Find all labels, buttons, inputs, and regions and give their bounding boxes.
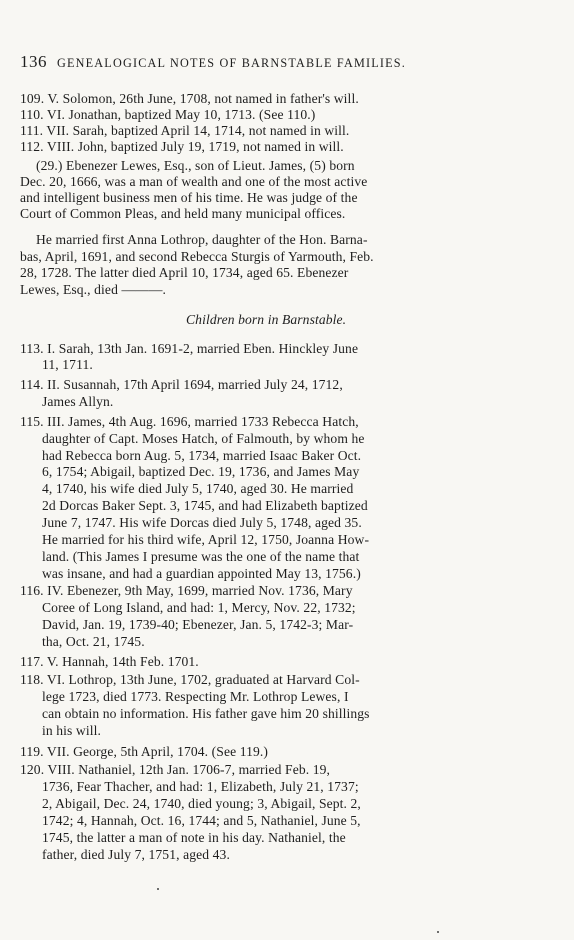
text-line: Court of Common Pleas, and held many municipal offices. bbox=[20, 206, 346, 221]
text-line: David, Jan. 19, 1739-40; Ebenezer, Jan. 5, 1742-3; Mar- bbox=[42, 617, 354, 632]
text-line: tha, Oct. 21, 1745. bbox=[42, 634, 145, 649]
text-line: 2d Dorcas Baker Sept. 3, 1745, and had Elizabeth baptized bbox=[42, 498, 368, 513]
text-line: 111. VII. Sarah, baptized April 14, 1714, not named in will. bbox=[20, 123, 350, 138]
text-line: was insane, and had a guardian appointed May 13, 1756.) bbox=[42, 566, 361, 581]
text-line: had Rebecca born Aug. 5, 1734, married Isaac Baker Oct. bbox=[42, 448, 362, 463]
text-line: 112. VIII. John, baptized July 19, 1719, not named in will. bbox=[20, 139, 344, 154]
text-line: Lewes, Esq., died ———. bbox=[20, 282, 167, 297]
text-line: 1742; 4, Hannah, Oct. 16, 1744; and 5, Nathaniel, June 5, bbox=[42, 813, 361, 828]
text-line: land. (This James I presume was the one of the name that bbox=[42, 549, 360, 564]
text-line: James Allyn. bbox=[42, 394, 114, 409]
text-line: 4, 1740, his wife died July 5, 1740, aged 30. He married bbox=[42, 481, 354, 496]
text-line: He married for his third wife, April 12, 1750, Joanna How- bbox=[42, 532, 370, 547]
text-line: June 7, 1747. His wife Dorcas died July 5, 1748, aged 35. bbox=[42, 515, 362, 530]
text-line: lege 1723, died 1773. Respecting Mr. Lothrop Lewes, I bbox=[42, 689, 349, 704]
text-line: 118. VI. Lothrop, 13th June, 1702, graduated at Harvard Col- bbox=[20, 672, 360, 687]
section-caption: Children born in Barnstable. bbox=[186, 312, 347, 327]
text-line: He married first Anna Lothrop, daughter of the Hon. Barna- bbox=[36, 232, 368, 247]
text-line: 2, Abigail, Dec. 24, 1740, died young; 3, Abigail, Sept. 2, bbox=[42, 796, 361, 811]
text-line: 115. III. James, 4th Aug. 1696, married 1733 Rebecca Hatch, bbox=[20, 414, 359, 429]
text-line: 119. VII. George, 5th April, 1704. (See 119.) bbox=[20, 744, 269, 759]
text-line: daughter of Capt. Moses Hatch, of Falmouth, by whom he bbox=[42, 431, 365, 446]
text-line: 1745, the latter a man of note in his day. Nathaniel, the bbox=[42, 830, 346, 845]
text-line: 117. V. Hannah, 14th Feb. 1701. bbox=[20, 654, 199, 669]
text-line: (29.) Ebenezer Lewes, Esq., son of Lieut. James, (5) born bbox=[36, 158, 355, 173]
text-line: 114. II. Susannah, 17th April 1694, married July 24, 1712, bbox=[20, 377, 343, 392]
running-title: GENEALOGICAL NOTES OF BARNSTABLE FAMILIES. bbox=[57, 56, 407, 70]
page-number: 136 bbox=[20, 52, 47, 71]
text-line: 109. V. Solomon, 26th June, 1708, not named in father's will. bbox=[20, 91, 359, 106]
text-line: 110. VI. Jonathan, baptized May 10, 1713. (See 110.) bbox=[20, 107, 316, 122]
text-line: 120. VIII. Nathaniel, 12th Jan. 1706-7, married Feb. 19, bbox=[20, 762, 331, 777]
text-line: Dec. 20, 1666, was a man of wealth and one of the most active bbox=[20, 174, 368, 189]
page-header bbox=[20, 52, 520, 74]
text-line: 28, 1728. The latter died April 10, 1734, aged 65. Ebenezer bbox=[20, 265, 349, 280]
text-line: bas, April, 1691, and second Rebecca Sturgis of Yarmouth, Feb. bbox=[20, 249, 374, 264]
text-line: father, died July 7, 1751, aged 43. bbox=[42, 847, 230, 862]
text-line: 11, 1711. bbox=[42, 357, 93, 372]
print-speck bbox=[437, 931, 439, 933]
text-line: and intelligent business men of his time. He was judge of the bbox=[20, 190, 358, 205]
print-speck bbox=[157, 888, 159, 890]
text-line: 116. IV. Ebenezer, 9th May, 1699, married Nov. 1736, Mary bbox=[20, 583, 353, 598]
text-line: 6, 1754; Abigail, baptized Dec. 19, 1736, and James May bbox=[42, 464, 360, 479]
text-line: Coree of Long Island, and had: 1, Mercy, Nov. 22, 1732; bbox=[42, 600, 356, 615]
text-line: in his will. bbox=[42, 723, 101, 738]
text-line: 1736, Fear Thacher, and had: 1, Elizabeth, July 21, 1737; bbox=[42, 779, 359, 794]
text-line: 113. I. Sarah, 13th Jan. 1691-2, married Eben. Hinckley June bbox=[20, 341, 359, 356]
text-line: can obtain no information. His father gave him 20 shillings bbox=[42, 706, 370, 721]
